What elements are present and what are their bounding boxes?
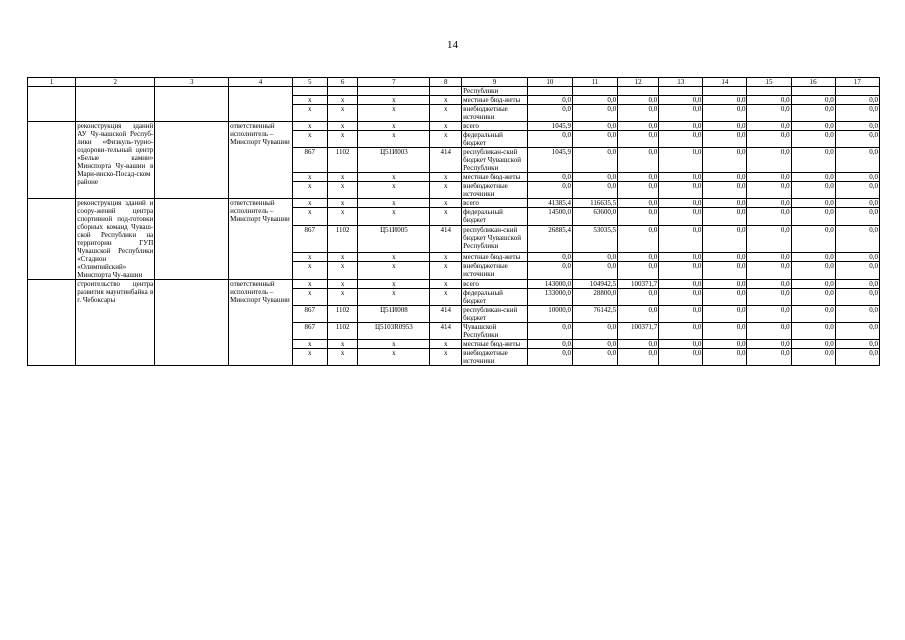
executor: ответственный исполнитель – Минспорт Чувашии xyxy=(229,280,293,366)
cell-value: 0,0 xyxy=(835,226,879,252)
cell-c6: х xyxy=(327,208,358,226)
cell-source: внебюджетные источники xyxy=(462,182,528,199)
cell-value: 0,0 xyxy=(791,208,835,226)
cell-value: 0,0 xyxy=(835,182,879,199)
cell-value: 0,0 xyxy=(618,306,659,323)
cell-value xyxy=(618,87,659,96)
cell-c5: 867 xyxy=(292,148,327,173)
cell-empty xyxy=(76,87,155,122)
cell-source: федеральный бюджет xyxy=(462,208,528,226)
cell-value: 0,0 xyxy=(835,262,879,280)
cell-source: местные бюд-жеты xyxy=(462,252,528,261)
header-cell-6: 6 xyxy=(327,78,358,87)
cell-c7: х xyxy=(358,289,430,306)
cell-value: 0,0 xyxy=(835,289,879,306)
cell-value: 0,0 xyxy=(835,96,879,105)
cell-value: 0,0 xyxy=(835,306,879,323)
cell-c8: 414 xyxy=(430,323,462,340)
cell-value: 0,0 xyxy=(835,148,879,173)
cell-value: 0,0 xyxy=(659,199,703,208)
cell-value: 0,0 xyxy=(659,280,703,289)
cell-c8: х xyxy=(430,96,462,105)
cell-c7: х xyxy=(358,208,430,226)
cell-value: 0,0 xyxy=(527,340,572,349)
table-row xyxy=(28,87,880,96)
cell-c6 xyxy=(327,87,358,96)
cell-c6: 1102 xyxy=(327,226,358,252)
cell-value: 14500,0 xyxy=(527,208,572,226)
cell-value: 0,0 xyxy=(572,105,617,122)
cell-value: 0,0 xyxy=(791,280,835,289)
cell-value: 0,0 xyxy=(527,262,572,280)
cell-value: 0,0 xyxy=(659,173,703,182)
cell-value: 0,0 xyxy=(747,226,791,252)
cell-value: 0,0 xyxy=(572,173,617,182)
cell-value: 0,0 xyxy=(835,199,879,208)
cell-value: 0,0 xyxy=(747,340,791,349)
measure-name: строительство центра развития маунтинбайка в г. Чебоксары xyxy=(76,280,155,366)
cell-value: 0,0 xyxy=(703,96,747,105)
cell-c5: х xyxy=(292,208,327,226)
cell-source: федеральный бюджет xyxy=(462,289,528,306)
cell-value: 0,0 xyxy=(747,173,791,182)
cell-value: 0,0 xyxy=(659,349,703,366)
cell-value: 0,0 xyxy=(791,226,835,252)
cell-c5: х xyxy=(292,173,327,182)
header-cell-13: 13 xyxy=(659,78,703,87)
cell-value: 0,0 xyxy=(659,323,703,340)
cell-value: 133000,0 xyxy=(527,289,572,306)
cell-value: 0,0 xyxy=(527,323,572,340)
cell-c7: х xyxy=(358,199,430,208)
cell-value: 0,0 xyxy=(835,323,879,340)
table-row xyxy=(28,122,880,131)
cell-value: 0,0 xyxy=(572,96,617,105)
cell-value: 0,0 xyxy=(747,122,791,131)
cell-c6: х xyxy=(327,252,358,261)
budget-table xyxy=(27,77,880,366)
cell-c7: х xyxy=(358,105,430,122)
cell-c8: х xyxy=(430,208,462,226)
cell-value: 0,0 xyxy=(618,226,659,252)
cell-value xyxy=(791,87,835,96)
cell-value: 41385,4 xyxy=(527,199,572,208)
cell-value: 0,0 xyxy=(703,131,747,148)
cell-empty xyxy=(155,122,229,199)
cell-value: 0,0 xyxy=(659,96,703,105)
cell-c7: х xyxy=(358,340,430,349)
cell-value: 104942,5 xyxy=(572,280,617,289)
cell-c5: х xyxy=(292,340,327,349)
cell-empty xyxy=(28,122,76,199)
cell-value: 0,0 xyxy=(703,148,747,173)
cell-source: республикан-ский бюджет Чувашской Республики xyxy=(462,226,528,252)
cell-value: 0,0 xyxy=(835,105,879,122)
header-cell-16: 16 xyxy=(791,78,835,87)
cell-source: всего xyxy=(462,199,528,208)
cell-c8: х xyxy=(430,199,462,208)
cell-value: 0,0 xyxy=(618,105,659,122)
cell-value: 0,0 xyxy=(747,148,791,173)
cell-value: 1045,9 xyxy=(527,148,572,173)
cell-source: местные бюд-жеты xyxy=(462,340,528,349)
cell-c8: х xyxy=(430,262,462,280)
cell-value: 0,0 xyxy=(703,280,747,289)
header-cell-3: 3 xyxy=(155,78,229,87)
cell-value: 143000,0 xyxy=(527,280,572,289)
cell-value: 0,0 xyxy=(747,182,791,199)
cell-value xyxy=(572,87,617,96)
cell-value: 0,0 xyxy=(572,262,617,280)
header-cell-4: 4 xyxy=(229,78,293,87)
cell-c5: х xyxy=(292,122,327,131)
cell-value: 0,0 xyxy=(835,122,879,131)
cell-value: 0,0 xyxy=(703,199,747,208)
cell-value: 0,0 xyxy=(659,252,703,261)
cell-c6: х xyxy=(327,173,358,182)
cell-value: 0,0 xyxy=(703,340,747,349)
cell-value: 100371,7 xyxy=(618,280,659,289)
cell-empty xyxy=(155,280,229,366)
cell-value: 0,0 xyxy=(527,173,572,182)
cell-c6: 1102 xyxy=(327,306,358,323)
cell-c8: х xyxy=(430,182,462,199)
cell-value: 0,0 xyxy=(791,96,835,105)
cell-value: 0,0 xyxy=(835,252,879,261)
cell-value: 0,0 xyxy=(572,340,617,349)
cell-c6: 1102 xyxy=(327,148,358,173)
cell-value: 0,0 xyxy=(835,349,879,366)
cell-value: 0,0 xyxy=(835,340,879,349)
cell-value: 0,0 xyxy=(618,122,659,131)
cell-value: 0,0 xyxy=(703,226,747,252)
header-cell-15: 15 xyxy=(747,78,791,87)
cell-value: 0,0 xyxy=(527,105,572,122)
cell-value: 0,0 xyxy=(835,131,879,148)
cell-value: 0,0 xyxy=(659,289,703,306)
cell-c7: х xyxy=(358,252,430,261)
cell-value: 0,0 xyxy=(791,173,835,182)
cell-value: 0,0 xyxy=(618,131,659,148)
cell-c5: 867 xyxy=(292,323,327,340)
cell-value: 0,0 xyxy=(703,182,747,199)
executor: ответственный исполнитель – Минспорт Чувашии xyxy=(229,199,293,280)
cell-value: 0,0 xyxy=(703,262,747,280)
cell-c7: х xyxy=(358,280,430,289)
cell-c5: х xyxy=(292,252,327,261)
cell-value: 0,0 xyxy=(791,340,835,349)
cell-value: 0,0 xyxy=(618,289,659,306)
cell-value: 0,0 xyxy=(835,208,879,226)
header-cell-5: 5 xyxy=(292,78,327,87)
cell-value: 0,0 xyxy=(791,105,835,122)
cell-value: 0,0 xyxy=(747,252,791,261)
cell-source: республикан-ский бюджет Чувашской Республики xyxy=(462,148,528,173)
cell-value: 0,0 xyxy=(572,131,617,148)
cell-value: 0,0 xyxy=(618,182,659,199)
table-row xyxy=(28,280,880,289)
cell-c6: х xyxy=(327,131,358,148)
cell-empty xyxy=(155,199,229,280)
cell-value: 0,0 xyxy=(659,306,703,323)
cell-source: местные бюд-жеты xyxy=(462,173,528,182)
cell-value: 0,0 xyxy=(703,306,747,323)
cell-value: 28800,0 xyxy=(572,289,617,306)
cell-c6: х xyxy=(327,349,358,366)
cell-c7: х xyxy=(358,173,430,182)
cell-value: 0,0 xyxy=(703,349,747,366)
cell-value: 0,0 xyxy=(618,349,659,366)
cell-value: 53035,5 xyxy=(572,226,617,252)
cell-c8: х xyxy=(430,340,462,349)
cell-value: 0,0 xyxy=(659,105,703,122)
cell-value: 0,0 xyxy=(791,182,835,199)
cell-value: 0,0 xyxy=(703,122,747,131)
cell-c7: х xyxy=(358,262,430,280)
cell-c8: х xyxy=(430,105,462,122)
cell-c5: х xyxy=(292,199,327,208)
cell-value: 0,0 xyxy=(791,323,835,340)
cell-value: 0,0 xyxy=(747,96,791,105)
header-cell-7: 7 xyxy=(358,78,430,87)
cell-value: 1045,9 xyxy=(527,122,572,131)
cell-value: 10000,0 xyxy=(527,306,572,323)
cell-c7: Ц51И005 xyxy=(358,226,430,252)
cell-value: 0,0 xyxy=(527,252,572,261)
cell-value: 0,0 xyxy=(618,199,659,208)
cell-value: 0,0 xyxy=(703,323,747,340)
cell-value: 26885,4 xyxy=(527,226,572,252)
cell-value: 0,0 xyxy=(791,131,835,148)
cell-value: 0,0 xyxy=(527,182,572,199)
cell-c8: 414 xyxy=(430,148,462,173)
cell-empty xyxy=(28,87,76,122)
cell-value: 0,0 xyxy=(747,131,791,148)
cell-c6: х xyxy=(327,105,358,122)
cell-value: 0,0 xyxy=(747,105,791,122)
cell-c8: 414 xyxy=(430,306,462,323)
cell-c8: 414 xyxy=(430,226,462,252)
cell-value: 0,0 xyxy=(572,349,617,366)
cell-source: республикан-ский бюджет xyxy=(462,306,528,323)
cell-value: 0,0 xyxy=(747,306,791,323)
cell-c6: х xyxy=(327,280,358,289)
cell-c8: х xyxy=(430,131,462,148)
cell-empty xyxy=(229,87,293,122)
cell-value: 0,0 xyxy=(747,199,791,208)
cell-value: 0,0 xyxy=(791,122,835,131)
cell-c6: х xyxy=(327,340,358,349)
cell-c7: Ц5103R0953 xyxy=(358,323,430,340)
table-header-row xyxy=(28,78,880,87)
header-cell-10: 10 xyxy=(527,78,572,87)
executor: ответственный исполнитель – Минспорт Чувашии xyxy=(229,122,293,199)
cell-c7: х xyxy=(358,122,430,131)
cell-c8: х xyxy=(430,280,462,289)
cell-value: 0,0 xyxy=(659,148,703,173)
cell-c5: х xyxy=(292,96,327,105)
cell-source: внебюджетные источники xyxy=(462,349,528,366)
header-cell-17: 17 xyxy=(835,78,879,87)
cell-value: 0,0 xyxy=(835,280,879,289)
cell-value: 0,0 xyxy=(659,122,703,131)
cell-source: всего xyxy=(462,280,528,289)
cell-source: всего xyxy=(462,122,528,131)
cell-value: 0,0 xyxy=(703,289,747,306)
cell-c8 xyxy=(430,87,462,96)
cell-source: местные бюд-жеты xyxy=(462,96,528,105)
cell-value: 116635,5 xyxy=(572,199,617,208)
cell-value: 0,0 xyxy=(527,131,572,148)
cell-c5: х xyxy=(292,289,327,306)
header-cell-9: 9 xyxy=(462,78,528,87)
cell-c8: х xyxy=(430,252,462,261)
cell-c6: х xyxy=(327,289,358,306)
cell-value: 0,0 xyxy=(791,148,835,173)
cell-c5: х xyxy=(292,105,327,122)
cell-value: 0,0 xyxy=(747,280,791,289)
cell-source: Чувашской Республики xyxy=(462,323,528,340)
cell-c5: х xyxy=(292,262,327,280)
cell-c5: х xyxy=(292,349,327,366)
cell-value: 0,0 xyxy=(572,182,617,199)
header-cell-11: 11 xyxy=(572,78,617,87)
cell-c7: х xyxy=(358,349,430,366)
cell-value: 0,0 xyxy=(747,289,791,306)
cell-c5: х xyxy=(292,131,327,148)
cell-value: 0,0 xyxy=(572,252,617,261)
cell-value: 0,0 xyxy=(618,148,659,173)
cell-empty xyxy=(28,199,76,280)
cell-c5: х xyxy=(292,182,327,199)
cell-c7: Ц51И003 xyxy=(358,148,430,173)
header-cell-1: 1 xyxy=(28,78,76,87)
cell-value: 0,0 xyxy=(703,173,747,182)
page-number: 14 xyxy=(447,39,458,51)
cell-value: 0,0 xyxy=(659,182,703,199)
cell-value: 0,0 xyxy=(618,173,659,182)
cell-value: 0,0 xyxy=(572,323,617,340)
cell-value: 0,0 xyxy=(703,208,747,226)
cell-c6: х xyxy=(327,199,358,208)
cell-value: 0,0 xyxy=(791,306,835,323)
cell-c8: х xyxy=(430,349,462,366)
cell-value: 0,0 xyxy=(791,252,835,261)
cell-value: 63600,0 xyxy=(572,208,617,226)
cell-value: 0,0 xyxy=(527,349,572,366)
cell-value: 0,0 xyxy=(791,262,835,280)
cell-value: 76142,5 xyxy=(572,306,617,323)
cell-value xyxy=(835,87,879,96)
measure-name: реконструкция зданий АУ Чу-вашской Респуб-лики «Физкуль-турно-оздорови-тельный центр «Белые камни» Минспорта Чу-вашии в Мари-инско-Посад-ском районе xyxy=(76,122,155,199)
table-row xyxy=(28,199,880,208)
cell-value: 0,0 xyxy=(527,96,572,105)
cell-value: 0,0 xyxy=(618,96,659,105)
cell-c6: 1102 xyxy=(327,323,358,340)
cell-value: 0,0 xyxy=(618,208,659,226)
cell-value: 0,0 xyxy=(572,148,617,173)
cell-value: 0,0 xyxy=(659,340,703,349)
cell-value xyxy=(659,87,703,96)
header-cell-8: 8 xyxy=(430,78,462,87)
cell-value: 0,0 xyxy=(791,199,835,208)
header-cell-12: 12 xyxy=(618,78,659,87)
cell-value: 0,0 xyxy=(618,262,659,280)
header-cell-2: 2 xyxy=(76,78,155,87)
cell-value: 0,0 xyxy=(703,252,747,261)
cell-c6: х xyxy=(327,122,358,131)
cell-value: 0,0 xyxy=(791,349,835,366)
cell-empty xyxy=(28,280,76,366)
cell-c7: Ц51И008 xyxy=(358,306,430,323)
cell-value: 0,0 xyxy=(835,173,879,182)
cell-value: 0,0 xyxy=(747,349,791,366)
cell-value: 0,0 xyxy=(659,208,703,226)
cell-value xyxy=(527,87,572,96)
cell-c7 xyxy=(358,87,430,96)
cell-source: внебюджетные источники xyxy=(462,105,528,122)
cell-c5: 867 xyxy=(292,306,327,323)
cell-c8: х xyxy=(430,289,462,306)
cell-value: 0,0 xyxy=(747,262,791,280)
cell-c6: х xyxy=(327,262,358,280)
cell-c7: х xyxy=(358,131,430,148)
header-cell-14: 14 xyxy=(703,78,747,87)
cell-value: 0,0 xyxy=(659,131,703,148)
cell-value: 0,0 xyxy=(747,323,791,340)
cell-value: 0,0 xyxy=(618,252,659,261)
cell-c7: х xyxy=(358,96,430,105)
cell-c5: 867 xyxy=(292,226,327,252)
cell-source: федеральный бюджет xyxy=(462,131,528,148)
cell-empty xyxy=(155,87,229,122)
cell-value: 0,0 xyxy=(659,226,703,252)
cell-source: Республики xyxy=(462,87,528,96)
cell-value xyxy=(747,87,791,96)
cell-c7: х xyxy=(358,182,430,199)
cell-c5 xyxy=(292,87,327,96)
cell-value: 0,0 xyxy=(659,262,703,280)
cell-value: 0,0 xyxy=(703,105,747,122)
cell-c5: х xyxy=(292,280,327,289)
cell-value xyxy=(703,87,747,96)
cell-c8: х xyxy=(430,173,462,182)
cell-source: внебюджетные источники xyxy=(462,262,528,280)
cell-c6: х xyxy=(327,96,358,105)
cell-value: 0,0 xyxy=(791,289,835,306)
cell-c8: х xyxy=(430,122,462,131)
cell-value: 0,0 xyxy=(747,208,791,226)
cell-value: 0,0 xyxy=(572,122,617,131)
cell-c6: х xyxy=(327,182,358,199)
measure-name: реконструкция зданий и соору-жений центра спортивной под-готовки сборных команд Чуваш-ской Республики на территории ГУП Чувашской Республики «Стадион «Олимпийский» Минспорта Чу-вашии xyxy=(77,199,154,279)
cell-value: 0,0 xyxy=(618,340,659,349)
cell-value: 100371,7 xyxy=(618,323,659,340)
